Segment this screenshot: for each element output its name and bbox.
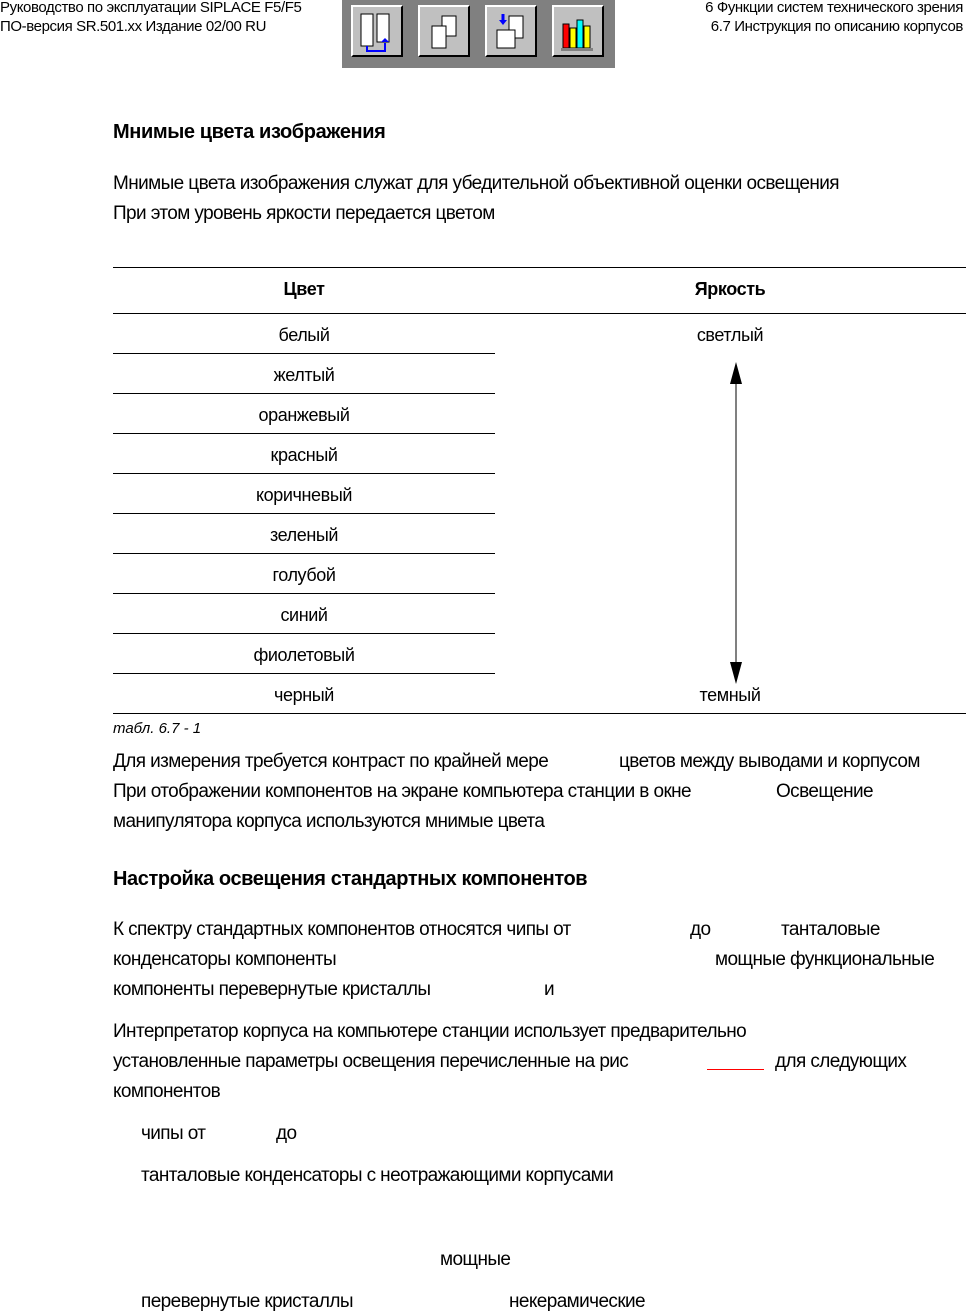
row-divider	[113, 633, 495, 634]
table-cell-color: зеленый	[269, 525, 339, 545]
list-item: до	[276, 1123, 297, 1144]
table-cell-color: желтый	[273, 365, 335, 385]
table-header-color: Цвет	[283, 279, 325, 299]
brightness-arrow-icon	[726, 360, 746, 686]
paragraph: Мнимые цвета изображения служат для убедительной объективной оценки освещения	[113, 173, 839, 194]
list-item: некерамические	[509, 1291, 646, 1312]
text: танталовые	[781, 919, 880, 940]
pages-icon	[426, 12, 462, 52]
page-layout-button[interactable]	[351, 5, 403, 57]
list-item: перевернутые кристаллы	[141, 1291, 353, 1312]
table-cell-color: оранжевый	[258, 405, 350, 425]
text: При отображении компонентов на экране компьютера станции в окне	[113, 781, 692, 802]
table-cell-color: голубой	[272, 565, 336, 585]
table-cell-color: коричневый	[255, 485, 353, 505]
toolbar	[342, 0, 615, 68]
table-caption: табл. 6.7 - 1	[113, 720, 202, 737]
text: компоненты перевернутые кристаллы	[113, 979, 431, 1000]
books-button[interactable]	[552, 5, 604, 57]
row-divider	[113, 353, 495, 354]
language-switch-button[interactable]	[485, 5, 537, 57]
books-icon	[560, 12, 596, 52]
figure-link[interactable]	[707, 1069, 764, 1070]
brightness-light: светлый	[696, 325, 764, 345]
row-divider	[113, 513, 495, 514]
section-title-false-colors: Мнимые цвета изображения	[113, 121, 386, 143]
text: до	[690, 919, 711, 940]
row-divider	[113, 473, 495, 474]
table-cell-color: черный	[274, 685, 334, 705]
text: цветов между выводами и корпусом	[619, 751, 920, 772]
paragraph: При этом уровень яркости передается цветом	[113, 203, 495, 224]
text: мощные функциональные	[715, 949, 935, 970]
text: К спектру стандартных компонентов относятся чипы от	[113, 919, 571, 940]
text: манипулятора корпуса используются мнимые цвета	[113, 811, 545, 832]
brightness-dark: темный	[699, 685, 761, 705]
language-switch-icon	[493, 12, 529, 52]
text: конденсаторы компоненты	[113, 949, 337, 970]
text: Освещение	[776, 781, 873, 802]
text: установленные параметры освещения перечисленные на рис	[113, 1051, 629, 1072]
table-cell-color: фиолетовый	[253, 645, 355, 665]
list-item: мощные	[440, 1249, 511, 1270]
text: компонентов	[113, 1081, 221, 1102]
row-divider	[113, 673, 495, 674]
pages-button[interactable]	[418, 5, 470, 57]
list-item: чипы от	[141, 1123, 206, 1144]
header-version: ПО-версия SR.501.xx Издание 02/00 RU	[0, 18, 267, 35]
table-header-brightness: Яркость	[694, 279, 766, 299]
row-divider	[113, 393, 495, 394]
text: Интерпретатор корпуса на компьютере станции использует предварительно	[113, 1021, 747, 1042]
header-section: 6.7 Инструкция по описанию корпусов	[710, 18, 963, 35]
row-divider	[113, 553, 495, 554]
header-manual-title: Руководство по эксплуатации SIPLACE F5/F5	[0, 0, 302, 16]
page-layout-icon	[359, 12, 395, 52]
table-cell-color: белый	[278, 325, 330, 345]
header-chapter: 6 Функции систем технического зрения	[705, 0, 963, 16]
table-cell-color: красный	[270, 445, 338, 465]
text: для следующих	[775, 1051, 907, 1072]
row-divider	[113, 433, 495, 434]
text: Для измерения требуется контраст по крайней мере	[113, 751, 549, 772]
section-title-lighting: Настройка освещения стандартных компонентов	[113, 868, 588, 890]
list-item: танталовые конденсаторы с неотражающими корпусами	[141, 1165, 614, 1186]
row-divider	[113, 593, 495, 594]
text: и	[544, 979, 555, 1000]
table-cell-color: синий	[280, 605, 328, 625]
